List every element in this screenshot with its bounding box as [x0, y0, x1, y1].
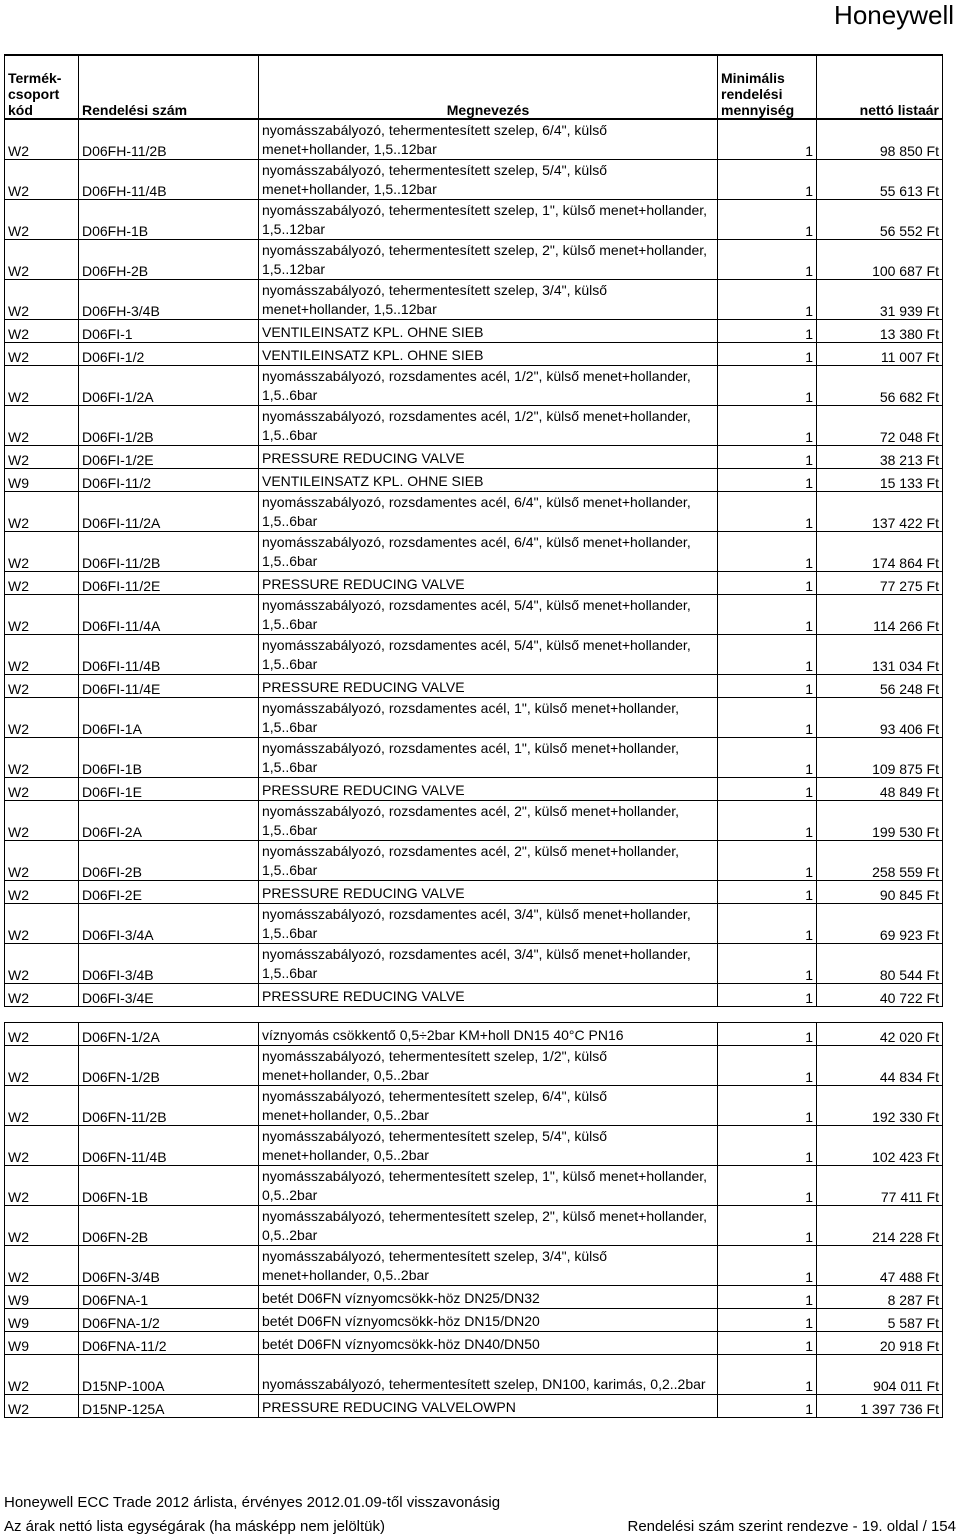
table-row: [5, 1007, 943, 1023]
order-number-cell: D06FI-1/2E: [79, 446, 259, 469]
group-code-cell: W2: [5, 698, 79, 738]
description-cell: nyomásszabályozó, tehermentesített szelep, 3/4", külső menet+hollander, 1,5..12bar: [259, 280, 718, 320]
description-cell: VENTILEINSATZ KPL. OHNE SIEB: [259, 343, 718, 366]
description-cell: nyomásszabályozó, rozsdamentes acél, 6/4", külső menet+hollander, 1,5..6bar: [259, 532, 718, 572]
description-cell: betét D06FN víznyomcsökk-höz DN15/DN20: [259, 1309, 718, 1332]
min-quantity-cell: 1: [718, 1355, 817, 1395]
net-price-cell: 56 248 Ft: [817, 675, 943, 698]
price-list-table: [4, 54, 943, 1418]
net-price-cell: 44 834 Ft: [817, 1046, 943, 1086]
description-cell: nyomásszabályozó, rozsdamentes acél, 5/4", külső menet+hollander, 1,5..6bar: [259, 595, 718, 635]
description-cell: nyomásszabályozó, rozsdamentes acél, 1/2", külső menet+hollander, 1,5..6bar: [259, 366, 718, 406]
net-price-cell: 72 048 Ft: [817, 406, 943, 446]
header-order-number: Rendelési szám: [79, 55, 259, 119]
group-code-cell: W2: [5, 532, 79, 572]
table-row: [5, 1046, 943, 1086]
description-cell: PRESSURE REDUCING VALVE: [259, 572, 718, 595]
table-row: [5, 841, 943, 881]
min-quantity-cell: 1: [718, 984, 817, 1007]
description-cell: nyomásszabályozó, tehermentesített szelep, 1", külső menet+hollander, 0,5..2bar: [259, 1166, 718, 1206]
net-price-cell: 114 266 Ft: [817, 595, 943, 635]
order-number-cell: D06FN-2B: [79, 1206, 259, 1246]
description-cell: nyomásszabályozó, tehermentesített szelep, 2", külső menet+hollander, 1,5..12bar: [259, 240, 718, 280]
description-cell: VENTILEINSATZ KPL. OHNE SIEB: [259, 469, 718, 492]
description-cell: VENTILEINSATZ KPL. OHNE SIEB: [259, 320, 718, 343]
order-number-cell: D06FI-1/2A: [79, 366, 259, 406]
net-price-cell: 55 613 Ft: [817, 160, 943, 200]
net-price-cell: 42 020 Ft: [817, 1023, 943, 1046]
group-code-cell: W2: [5, 1023, 79, 1046]
order-number-cell: D06FI-3/4A: [79, 904, 259, 944]
header-description: Megnevezés: [259, 55, 718, 119]
order-number-cell: D06FI-11/2E: [79, 572, 259, 595]
order-number-cell: D15NP-125A: [79, 1395, 259, 1418]
table-row: [5, 469, 943, 492]
min-quantity-cell: 1: [718, 532, 817, 572]
net-price-cell: 40 722 Ft: [817, 984, 943, 1007]
net-price-cell: 174 864 Ft: [817, 532, 943, 572]
header-group-code: Termék- csoport kód: [5, 55, 79, 119]
group-code-cell: W9: [5, 1286, 79, 1309]
description-cell: nyomásszabályozó, tehermentesített szelep, 5/4", külső menet+hollander, 0,5..2bar: [259, 1126, 718, 1166]
order-number-cell: D06FI-11/2A: [79, 492, 259, 532]
group-code-cell: W2: [5, 984, 79, 1007]
min-quantity-cell: 1: [718, 738, 817, 778]
footer-validity: Honeywell ECC Trade 2012 árlista, érvényes 2012.01.09-től visszavonásig: [4, 1494, 501, 1511]
table-row: [5, 1286, 943, 1309]
group-code-cell: W2: [5, 1086, 79, 1126]
min-quantity-cell: 1: [718, 1086, 817, 1126]
net-price-cell: 100 687 Ft: [817, 240, 943, 280]
table-row: [5, 572, 943, 595]
net-price-cell: 15 133 Ft: [817, 469, 943, 492]
group-code-cell: W2: [5, 1126, 79, 1166]
table-row: [5, 1246, 943, 1286]
min-quantity-cell: 1: [718, 240, 817, 280]
min-quantity-cell: 1: [718, 635, 817, 675]
table-row: [5, 1166, 943, 1206]
group-code-cell: W2: [5, 343, 79, 366]
order-number-cell: D06FI-1/2: [79, 343, 259, 366]
net-price-cell: 1 397 736 Ft: [817, 1395, 943, 1418]
min-quantity-cell: 1: [718, 881, 817, 904]
group-code-cell: W9: [5, 1309, 79, 1332]
table-row: [5, 944, 943, 984]
net-price-cell: 904 011 Ft: [817, 1355, 943, 1395]
group-code-cell: W2: [5, 366, 79, 406]
order-number-cell: D06FN-11/4B: [79, 1126, 259, 1166]
table-row: [5, 160, 943, 200]
table-row: [5, 343, 943, 366]
net-price-cell: 56 682 Ft: [817, 366, 943, 406]
net-price-cell: 48 849 Ft: [817, 778, 943, 801]
net-price-cell: 131 034 Ft: [817, 635, 943, 675]
table-row: [5, 320, 943, 343]
net-price-cell: 69 923 Ft: [817, 904, 943, 944]
description-cell: PRESSURE REDUCING VALVELOWPN: [259, 1395, 718, 1418]
min-quantity-cell: 1: [718, 320, 817, 343]
order-number-cell: D06FI-1E: [79, 778, 259, 801]
min-quantity-cell: 1: [718, 1309, 817, 1332]
table-row: [5, 532, 943, 572]
table-row: [5, 881, 943, 904]
min-quantity-cell: 1: [718, 1046, 817, 1086]
net-price-cell: 80 544 Ft: [817, 944, 943, 984]
net-price-cell: 11 007 Ft: [817, 343, 943, 366]
description-cell: nyomásszabályozó, rozsdamentes acél, 3/4", külső menet+hollander, 1,5..6bar: [259, 944, 718, 984]
net-price-cell: 77 275 Ft: [817, 572, 943, 595]
net-price-cell: 214 228 Ft: [817, 1206, 943, 1246]
group-code-cell: W2: [5, 904, 79, 944]
description-cell: nyomásszabályozó, rozsdamentes acél, 5/4", külső menet+hollander, 1,5..6bar: [259, 635, 718, 675]
group-code-cell: W2: [5, 119, 79, 160]
section-spacer: [5, 1007, 943, 1023]
description-cell: nyomásszabályozó, tehermentesített szelep, 6/4", külső menet+hollander, 0,5..2bar: [259, 1086, 718, 1126]
group-code-cell: W2: [5, 1395, 79, 1418]
description-cell: nyomásszabályozó, tehermentesített szelep, 5/4", külső menet+hollander, 1,5..12bar: [259, 160, 718, 200]
table-row: [5, 1023, 943, 1046]
order-number-cell: D06FNA-1: [79, 1286, 259, 1309]
min-quantity-cell: 1: [718, 119, 817, 160]
order-number-cell: D06FNA-11/2: [79, 1332, 259, 1355]
header-min-quantity: Minimális rendelési mennyiség: [718, 55, 817, 119]
group-code-cell: W2: [5, 492, 79, 532]
description-cell: nyomásszabályozó, rozsdamentes acél, 2", külső menet+hollander, 1,5..6bar: [259, 801, 718, 841]
min-quantity-cell: 1: [718, 1332, 817, 1355]
description-cell: PRESSURE REDUCING VALVE: [259, 446, 718, 469]
min-quantity-cell: 1: [718, 200, 817, 240]
order-number-cell: D06FN-3/4B: [79, 1246, 259, 1286]
order-number-cell: D15NP-100A: [79, 1355, 259, 1395]
min-quantity-cell: 1: [718, 406, 817, 446]
group-code-cell: W2: [5, 572, 79, 595]
group-code-cell: W2: [5, 738, 79, 778]
min-quantity-cell: 1: [718, 446, 817, 469]
order-number-cell: D06FN-11/2B: [79, 1086, 259, 1126]
net-price-cell: 102 423 Ft: [817, 1126, 943, 1166]
description-cell: betét D06FN víznyomcsökk-höz DN40/DN50: [259, 1332, 718, 1355]
min-quantity-cell: 1: [718, 1206, 817, 1246]
group-code-cell: W2: [5, 406, 79, 446]
min-quantity-cell: 1: [718, 944, 817, 984]
group-code-cell: W2: [5, 841, 79, 881]
min-quantity-cell: 1: [718, 841, 817, 881]
order-number-cell: D06FN-1/2B: [79, 1046, 259, 1086]
min-quantity-cell: 1: [718, 492, 817, 532]
order-number-cell: D06FI-11/4B: [79, 635, 259, 675]
table-row: [5, 1126, 943, 1166]
order-number-cell: D06FN-1B: [79, 1166, 259, 1206]
group-code-cell: W2: [5, 1246, 79, 1286]
min-quantity-cell: 1: [718, 343, 817, 366]
net-price-cell: 77 411 Ft: [817, 1166, 943, 1206]
table-row: [5, 119, 943, 160]
min-quantity-cell: 1: [718, 1246, 817, 1286]
table-row: [5, 635, 943, 675]
min-quantity-cell: 1: [718, 469, 817, 492]
group-code-cell: W2: [5, 944, 79, 984]
min-quantity-cell: 1: [718, 366, 817, 406]
min-quantity-cell: 1: [718, 1395, 817, 1418]
net-price-cell: 192 330 Ft: [817, 1086, 943, 1126]
description-cell: PRESSURE REDUCING VALVE: [259, 675, 718, 698]
description-cell: víznyomás csökkentő 0,5÷2bar KM+holl DN15 40°C PN16: [259, 1023, 718, 1046]
table-row: [5, 698, 943, 738]
order-number-cell: D06FI-1: [79, 320, 259, 343]
order-number-cell: D06FH-3/4B: [79, 280, 259, 320]
group-code-cell: W9: [5, 469, 79, 492]
order-number-cell: D06FI-11/4A: [79, 595, 259, 635]
min-quantity-cell: 1: [718, 1126, 817, 1166]
footer-note: Az árak nettó lista egységárak (ha másképp nem jelöltük): [4, 1518, 386, 1535]
description-cell: nyomásszabályozó, tehermentesített szelep, 2", külső menet+hollander, 0,5..2bar: [259, 1206, 718, 1246]
table-row: [5, 1206, 943, 1246]
order-number-cell: D06FH-1B: [79, 200, 259, 240]
group-code-cell: W2: [5, 160, 79, 200]
net-price-cell: 90 845 Ft: [817, 881, 943, 904]
net-price-cell: 47 488 Ft: [817, 1246, 943, 1286]
description-cell: nyomásszabályozó, rozsdamentes acél, 6/4", külső menet+hollander, 1,5..6bar: [259, 492, 718, 532]
order-number-cell: D06FI-2B: [79, 841, 259, 881]
min-quantity-cell: 1: [718, 1023, 817, 1046]
group-code-cell: W9: [5, 1332, 79, 1355]
order-number-cell: D06FI-3/4B: [79, 944, 259, 984]
min-quantity-cell: 1: [718, 1166, 817, 1206]
table-row: [5, 1086, 943, 1126]
table-row: [5, 366, 943, 406]
group-code-cell: W2: [5, 280, 79, 320]
net-price-cell: 8 287 Ft: [817, 1286, 943, 1309]
description-cell: nyomásszabályozó, rozsdamentes acél, 1", külső menet+hollander, 1,5..6bar: [259, 738, 718, 778]
order-number-cell: D06FI-3/4E: [79, 984, 259, 1007]
group-code-cell: W2: [5, 320, 79, 343]
table-row: [5, 200, 943, 240]
table-row: [5, 1332, 943, 1355]
order-number-cell: D06FI-11/4E: [79, 675, 259, 698]
net-price-cell: 199 530 Ft: [817, 801, 943, 841]
min-quantity-cell: 1: [718, 280, 817, 320]
description-cell: betét D06FN víznyomcsökk-höz DN25/DN32: [259, 1286, 718, 1309]
order-number-cell: D06FI-11/2B: [79, 532, 259, 572]
group-code-cell: W2: [5, 1206, 79, 1246]
net-price-cell: 109 875 Ft: [817, 738, 943, 778]
description-cell: nyomásszabályozó, tehermentesített szelep, 6/4", külső menet+hollander, 1,5..12bar: [259, 119, 718, 160]
table-row: [5, 984, 943, 1007]
table-row: [5, 492, 943, 532]
description-cell: nyomásszabályozó, tehermentesített szelep, DN100, karimás, 0,2..2bar: [259, 1355, 718, 1395]
min-quantity-cell: 1: [718, 160, 817, 200]
net-price-cell: 93 406 Ft: [817, 698, 943, 738]
table-row: [5, 778, 943, 801]
description-cell: nyomásszabályozó, rozsdamentes acél, 1", külső menet+hollander, 1,5..6bar: [259, 698, 718, 738]
header-net-price: nettó listaár: [817, 55, 943, 119]
table-row: [5, 446, 943, 469]
order-number-cell: D06FI-2E: [79, 881, 259, 904]
net-price-cell: 20 918 Ft: [817, 1332, 943, 1355]
min-quantity-cell: 1: [718, 778, 817, 801]
table-row: [5, 738, 943, 778]
description-cell: nyomásszabályozó, rozsdamentes acél, 3/4", külső menet+hollander, 1,5..6bar: [259, 904, 718, 944]
group-code-cell: W2: [5, 635, 79, 675]
table-row: [5, 406, 943, 446]
table-row: [5, 280, 943, 320]
description-cell: PRESSURE REDUCING VALVE: [259, 881, 718, 904]
net-price-cell: 5 587 Ft: [817, 1309, 943, 1332]
order-number-cell: D06FH-11/4B: [79, 160, 259, 200]
description-cell: nyomásszabályozó, tehermentesített szelep, 1/2", külső menet+hollander, 0,5..2bar: [259, 1046, 718, 1086]
order-number-cell: D06FH-2B: [79, 240, 259, 280]
order-number-cell: D06FH-11/2B: [79, 119, 259, 160]
table-row: [5, 240, 943, 280]
group-code-cell: W2: [5, 1355, 79, 1395]
net-price-cell: 38 213 Ft: [817, 446, 943, 469]
group-code-cell: W2: [5, 1166, 79, 1206]
net-price-cell: 98 850 Ft: [817, 119, 943, 160]
description-cell: nyomásszabályozó, rozsdamentes acél, 2", külső menet+hollander, 1,5..6bar: [259, 841, 718, 881]
table-row: [5, 801, 943, 841]
group-code-cell: W2: [5, 881, 79, 904]
order-number-cell: D06FI-1/2B: [79, 406, 259, 446]
table-row: [5, 904, 943, 944]
net-price-cell: 31 939 Ft: [817, 280, 943, 320]
order-number-cell: D06FI-11/2: [79, 469, 259, 492]
net-price-cell: 13 380 Ft: [817, 320, 943, 343]
table-header-row: [5, 55, 943, 119]
min-quantity-cell: 1: [718, 698, 817, 738]
min-quantity-cell: 1: [718, 1286, 817, 1309]
table-row: [5, 1395, 943, 1418]
description-cell: nyomásszabályozó, tehermentesített szelep, 3/4", külső menet+hollander, 0,5..2bar: [259, 1246, 718, 1286]
footer-page-info: Rendelési szám szerint rendezve - 19. oldal / 154: [627, 1518, 956, 1535]
min-quantity-cell: 1: [718, 595, 817, 635]
order-number-cell: D06FNA-1/2: [79, 1309, 259, 1332]
order-number-cell: D06FN-1/2A: [79, 1023, 259, 1046]
min-quantity-cell: 1: [718, 675, 817, 698]
group-code-cell: W2: [5, 778, 79, 801]
group-code-cell: W2: [5, 801, 79, 841]
min-quantity-cell: 1: [718, 801, 817, 841]
group-code-cell: W2: [5, 200, 79, 240]
net-price-cell: 137 422 Ft: [817, 492, 943, 532]
order-number-cell: D06FI-1A: [79, 698, 259, 738]
table-row: [5, 1309, 943, 1332]
order-number-cell: D06FI-1B: [79, 738, 259, 778]
description-cell: nyomásszabályozó, tehermentesített szelep, 1", külső menet+hollander, 1,5..12bar: [259, 200, 718, 240]
description-cell: nyomásszabályozó, rozsdamentes acél, 1/2", külső menet+hollander, 1,5..6bar: [259, 406, 718, 446]
net-price-cell: 258 559 Ft: [817, 841, 943, 881]
group-code-cell: W2: [5, 446, 79, 469]
table-row: [5, 1355, 943, 1395]
description-cell: PRESSURE REDUCING VALVE: [259, 778, 718, 801]
min-quantity-cell: 1: [718, 904, 817, 944]
table-row: [5, 675, 943, 698]
group-code-cell: W2: [5, 1046, 79, 1086]
min-quantity-cell: 1: [718, 572, 817, 595]
net-price-cell: 56 552 Ft: [817, 200, 943, 240]
group-code-cell: W2: [5, 595, 79, 635]
order-number-cell: D06FI-2A: [79, 801, 259, 841]
table-row: [5, 595, 943, 635]
description-cell: PRESSURE REDUCING VALVE: [259, 984, 718, 1007]
group-code-cell: W2: [5, 675, 79, 698]
group-code-cell: W2: [5, 240, 79, 280]
brand-title: Honeywell: [834, 0, 954, 30]
